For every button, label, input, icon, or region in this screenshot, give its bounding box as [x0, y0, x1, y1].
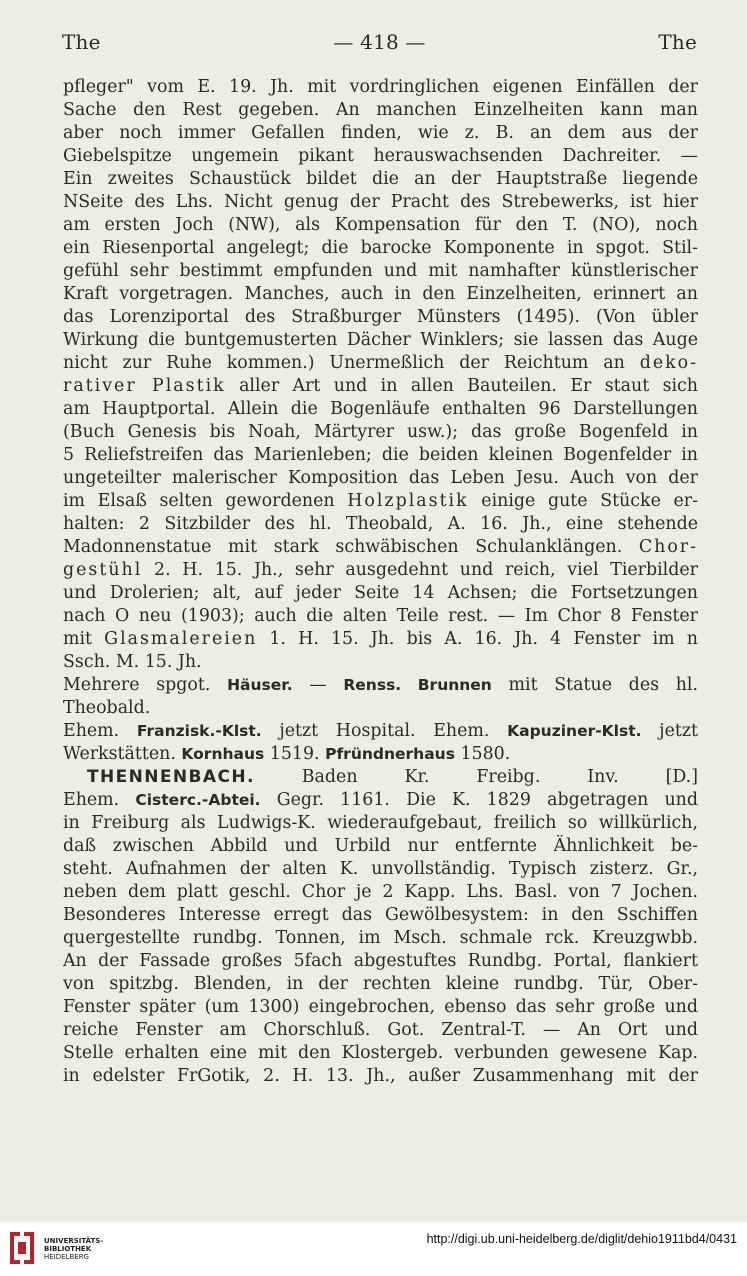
text-run: von spitzbg. Blenden, in der rechten kleine rundbg. Tür, Ober-: [63, 974, 698, 994]
text-line: [63, 444, 698, 467]
text-run: steht. Aufnahmen der alten K. unvollständig. Typisch zisterz. Gr.,: [63, 859, 698, 879]
text-run: am Hauptportal. Allein die Bogenläufe enthalten 96 Darstellungen: [63, 399, 698, 419]
text-line: [63, 122, 698, 145]
bold-term: Franzisk.-Klst.: [136, 722, 262, 740]
text-run: Ein zweites Schaustück bildet die an der Hauptstraße liegende: [63, 169, 698, 189]
text-line: [63, 1042, 698, 1065]
spaced-term: Holzplastik: [347, 491, 469, 511]
spaced-term: deko-: [639, 353, 698, 373]
text-run: Besonderes Interesse erregt das Gewölbesystem: in den Sschiffen: [63, 905, 698, 925]
text-run: in edelster FrGotik, 2. H. 13. Jh., außer Zusammenhang mit der: [63, 1066, 698, 1086]
text-run: im Elsaß selten gewordenen: [63, 491, 348, 511]
text-run: ein Riesenportal angelegt; die barocke Komponente in spgot. Stil-: [63, 238, 698, 258]
text-line: [63, 191, 698, 214]
text-line: [63, 973, 698, 996]
text-line: [63, 812, 698, 835]
text-run: mit: [63, 629, 105, 649]
text-run: Ehem.: [63, 721, 137, 741]
header-right-catchword: The: [658, 30, 697, 54]
text-line: [63, 743, 698, 766]
text-run: Baden Kr. Freibg. Inv. [D.]: [254, 767, 698, 787]
text-line: [63, 996, 698, 1019]
text-run: aber noch immer Gefallen finden, wie z. B. an dem aus der: [63, 123, 698, 143]
text-line: [63, 582, 698, 605]
institution-name: [44, 1237, 103, 1261]
text-line: [63, 766, 698, 789]
text-run: Fenster später (um 1300) eingebrochen, ebenso das sehr große und: [63, 997, 698, 1017]
text-line: [63, 950, 698, 973]
text-line: [63, 720, 698, 743]
institution-line-2: BIBLIOTHEK: [44, 1245, 92, 1253]
text-line: [63, 881, 698, 904]
text-line: [63, 789, 698, 812]
text-run: halten: 2 Sitzbilder des hl. Theobald, A. 16. Jh., eine stehende: [63, 514, 698, 534]
text-run: Werkstätten.: [63, 744, 182, 764]
text-run: Madonnenstatue mit stark schwäbischen Schulanklängen.: [63, 537, 639, 557]
text-run: An der Fassade großes 5fach abgestuftes Rundbg. Portal, flankiert: [63, 951, 698, 971]
spaced-term: Chor-: [638, 537, 698, 557]
institution-line-1: UNIVERSITÄTS-: [44, 1237, 104, 1245]
text-run: neben dem platt geschl. Chor je 2 Kapp. Lhs. Basl. von 7 Jochen.: [63, 882, 698, 902]
text-run: einige gute Stücke er-: [468, 491, 698, 511]
text-line: [63, 904, 698, 927]
text-line: [63, 260, 698, 283]
text-line: [63, 1065, 698, 1088]
text-line: [63, 467, 698, 490]
text-line: [63, 329, 698, 352]
footer-bar: [0, 1222, 747, 1276]
spaced-term: Glasmalereien: [104, 629, 258, 649]
text-run: Sache den Rest gegeben. An manchen Einzelheiten kann man: [63, 100, 698, 120]
text-run: und Drolerien; alt, auf jeder Seite 14 Achsen; die Fortsetzungen: [63, 583, 698, 603]
text-run: pfleger" vom E. 19. Jh. mit vordringlichen eigenen Einfällen der: [63, 77, 698, 97]
text-run: jetzt Hospital. Ehem.: [261, 721, 508, 741]
text-run: das Lorenziportal des Straßburger Münsters (1495). (Von übler: [63, 307, 698, 327]
bold-term: Kornhaus: [181, 745, 265, 763]
text-run: jetzt: [641, 721, 698, 741]
text-line: [63, 76, 698, 99]
institution-line-3: HEIDELBERG: [44, 1253, 89, 1261]
text-run: Stelle erhalten eine mit den Klostergeb. verbunden gewesene Kap.: [63, 1043, 698, 1063]
bold-term: Häuser.: [227, 676, 293, 694]
text-line: [63, 99, 698, 122]
text-line: [63, 283, 698, 306]
text-line: [63, 352, 698, 375]
text-line: [63, 674, 698, 697]
text-run: 1580.: [454, 744, 511, 764]
text-line: [63, 559, 698, 582]
university-library-logo-icon: [6, 1230, 38, 1268]
text-line: [63, 375, 698, 398]
header-left-catchword: The: [62, 30, 101, 54]
entry-heading: THENNENBACH.: [87, 767, 255, 787]
text-run: ungeteilter malerischer Komposition das Leben Jesu. Auch von der: [63, 468, 698, 488]
bold-term: Cisterc.-Abtei.: [135, 791, 261, 809]
text-line: [63, 306, 698, 329]
text-run: Kraft vorgetragen. Manches, auch in den Einzelheiten, erinnert an: [63, 284, 698, 304]
text-line: [63, 605, 698, 628]
text-run: (Buch Genesis bis Noah, Märtyrer usw.); das große Bogenfeld in: [63, 422, 698, 442]
text-run: reiche Fenster am Chorschluß. Got. Zentral-T. — An Ort und: [63, 1020, 698, 1040]
text-run: gefühl sehr bestimmt empfunden und mit namhafter künstlerischer: [63, 261, 698, 281]
spaced-term: gestühl: [63, 560, 143, 580]
text-line: [63, 214, 698, 237]
bold-term: Kapuziner-Klst.: [507, 722, 642, 740]
text-line: [63, 628, 698, 651]
text-run: am ersten Joch (NW), als Kompensation für den T. (NO), noch: [63, 215, 698, 235]
text-run: nach O neu (1903); auch die alten Teile rest. — Im Chor 8 Fenster: [63, 606, 698, 626]
bold-term: Renss. Brunnen: [343, 676, 492, 694]
text-run: Wirkung die buntgemusterten Dächer Winklers; sie lassen das Auge: [63, 330, 698, 350]
text-line: [63, 835, 698, 858]
text-line: [63, 398, 698, 421]
text-line: [63, 536, 698, 559]
text-run: mit Statue des hl.: [491, 675, 698, 695]
text-line: [63, 490, 698, 513]
text-run: 1519.: [264, 744, 326, 764]
running-head: [62, 30, 697, 58]
text-run: Giebelspitze ungemein pikant herauswachsenden Dachreiter. —: [63, 146, 698, 166]
text-run: 5 Reliefstreifen das Marienleben; die beiden kleinen Bogenfelder in: [63, 445, 698, 465]
text-line: [63, 927, 698, 950]
text-run: —: [292, 675, 344, 695]
text-line: [63, 145, 698, 168]
text-line: [63, 513, 698, 536]
text-run: in Freiburg als Ludwigs-K. wiederaufgebaut, freilich so willkürlich,: [63, 813, 698, 833]
text-run: Gegr. 1161. Die K. 1829 abgetragen und: [260, 790, 698, 810]
page-number: — 418 —: [333, 30, 426, 54]
text-line: [63, 1019, 698, 1042]
text-line: [63, 421, 698, 444]
spaced-term: rativer Plastik: [63, 376, 226, 396]
text-run: quergestellte rundbg. Tonnen, im Msch. schmale rck. Kreuzgwbb.: [63, 928, 698, 948]
text-run: Ssch. M. 15. Jh.: [63, 652, 202, 672]
text-line: [63, 651, 698, 674]
text-run: Ehem.: [63, 790, 136, 810]
text-run: NSeite des Lhs. Nicht genug der Pracht des Strebewerks, ist hier: [63, 192, 698, 212]
body-text: [63, 76, 698, 1088]
bold-term: Pfründnerhaus: [325, 745, 455, 763]
text-run: aller Art und in allen Bauteilen. Er staut sich: [225, 376, 698, 396]
text-run: 2. H. 15. Jh., sehr ausgedehnt und reich, viel Tierbilder: [142, 560, 698, 580]
text-run: daß zwischen Abbild und Urbild nur entfernte Ähnlichkeit be-: [63, 836, 698, 856]
text-run: nicht zur Ruhe kommen.) Unermeßlich der Reichtum an: [63, 353, 640, 373]
text-run: Mehrere spgot.: [63, 675, 228, 695]
text-line: [63, 237, 698, 260]
text-run: Theobald.: [63, 698, 151, 718]
text-line: [63, 697, 698, 720]
permalink-url[interactable]: http://digi.ub.uni-heidelberg.de/diglit/dehio1911bd4/0431: [426, 1232, 737, 1246]
text-line: [63, 168, 698, 191]
text-line: [63, 858, 698, 881]
text-run: 1. H. 15. Jh. bis A. 16. Jh. 4 Fenster im n: [257, 629, 698, 649]
